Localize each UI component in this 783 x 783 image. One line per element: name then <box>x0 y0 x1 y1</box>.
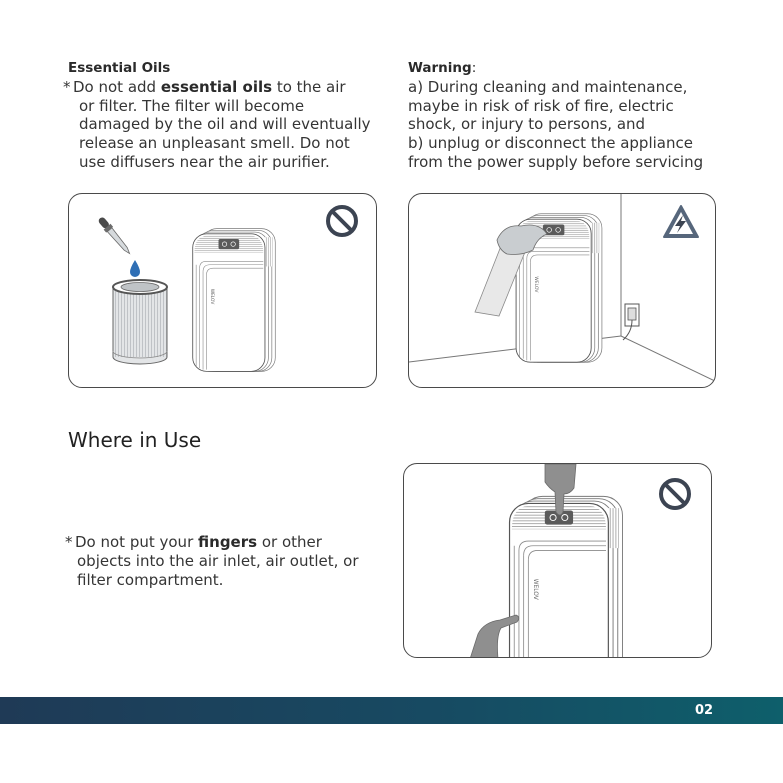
where-in-use-emphasis: fingers <box>198 532 258 551</box>
essential-oils-svg <box>69 194 377 388</box>
warning-line-3: shock, or injury to persons, and <box>408 115 646 133</box>
where-in-use-bullet: * <box>65 532 73 551</box>
where-in-use-text: or other <box>257 532 322 551</box>
essential-oils-emphasis: essential oils <box>160 78 273 96</box>
essential-oils-line-5: use diffusers near the air purifier. <box>79 153 330 171</box>
where-in-use-line-1 <box>75 533 322 552</box>
warning-line-1: a) During cleaning and maintenance, <box>408 78 688 96</box>
essential-oils-text: to the air <box>272 78 346 96</box>
air-purifier <box>193 229 276 372</box>
oil-drop-icon <box>130 260 140 277</box>
electric-hazard-warning-icon <box>664 206 698 237</box>
dropper-icon <box>97 215 133 256</box>
essential-oils-bullet: * <box>63 78 71 96</box>
essential-oils-line-1 <box>73 78 346 97</box>
essential-oils-line-4: release an unpleasant smell. Do not <box>79 134 350 152</box>
essential-oils-line-3: damaged by the oil and will eventually <box>79 115 371 133</box>
warning-heading <box>408 59 476 78</box>
essential-oils-line-2: or filter. The filter will become <box>79 96 305 115</box>
page-number: 02 <box>695 703 714 718</box>
wall-outlet <box>623 304 639 340</box>
essential-oils-heading: Essential Oils <box>68 59 171 76</box>
warning-line-2: maybe in risk of risk of fire, electric <box>408 96 674 115</box>
essential-oils-illustration <box>68 193 377 388</box>
prohibited-icon <box>328 207 356 235</box>
prohibited-icon <box>661 480 689 508</box>
fingers-illustration <box>403 463 712 658</box>
where-in-use-line-2: objects into the air inlet, air outlet, or <box>77 551 359 570</box>
footer-bar <box>0 697 783 724</box>
warning-line-4: b) unplug or disconnect the appliance <box>408 134 693 152</box>
filter-cartridge <box>113 280 167 364</box>
where-in-use-text: Do not put your <box>75 532 199 551</box>
air-purifier <box>510 496 623 658</box>
fingers-svg <box>404 464 712 658</box>
where-in-use-line-3: filter compartment. <box>77 570 224 589</box>
cleaning-svg <box>409 194 716 388</box>
warning-title-colon: : <box>471 59 477 76</box>
where-in-use-heading: Where in Use <box>68 428 202 452</box>
warning-line-5: from the power supply before servicing <box>408 153 704 171</box>
warning-title: Warning <box>408 59 472 76</box>
cleaning-warning-illustration <box>408 193 716 388</box>
essential-oils-text: Do not add <box>73 78 161 96</box>
